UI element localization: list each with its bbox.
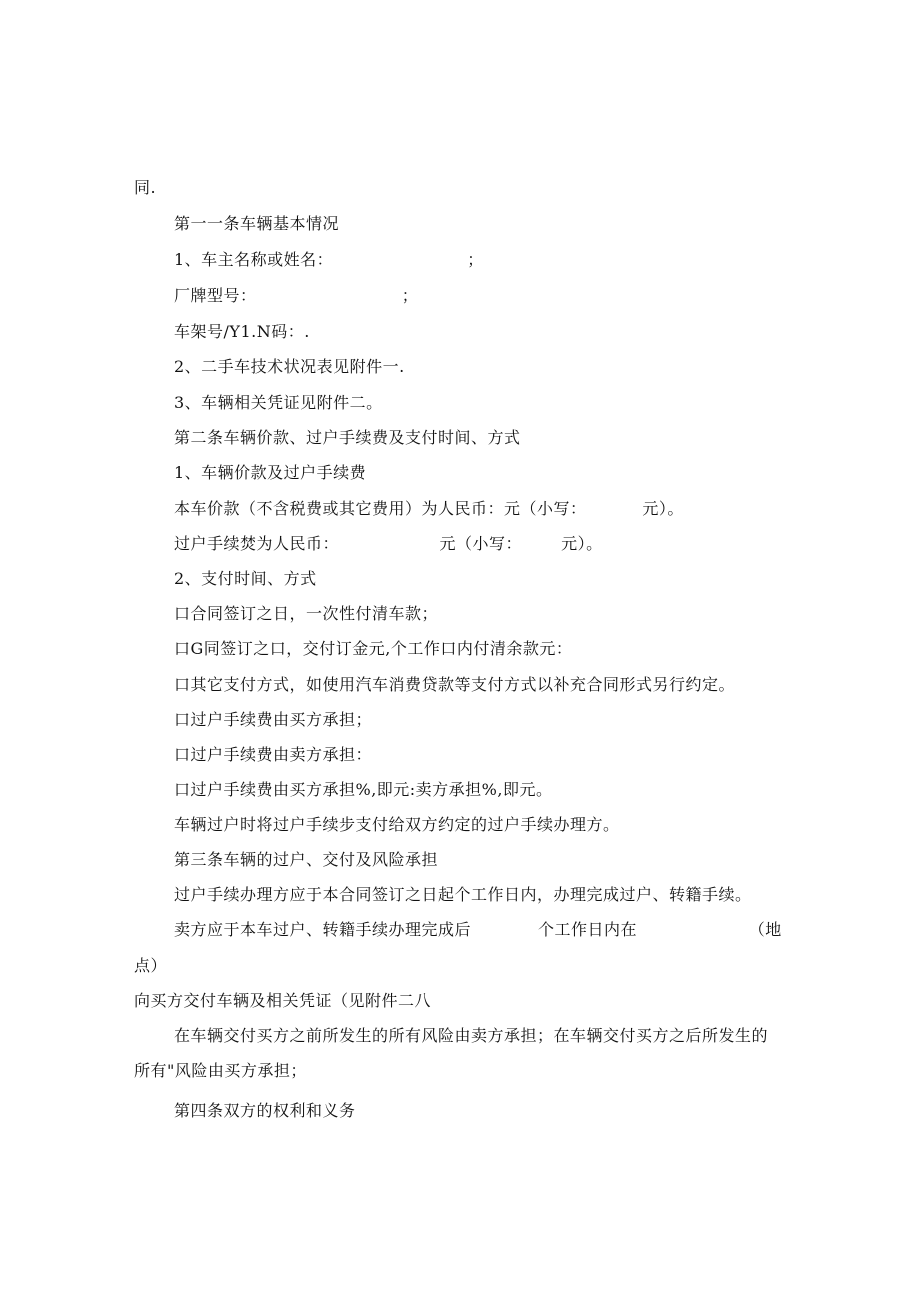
section-heading: 第一一条车辆基本情况 (174, 214, 340, 233)
section-heading: 第三条车辆的过户、交付及风险承担 (174, 850, 439, 869)
text-line: 1、车辆价款及过户手续费 (174, 463, 367, 482)
text-line: 厂牌型号： ； (174, 286, 419, 305)
text-line: 2、二手车技术状况表见附件一. (174, 357, 405, 376)
text-line: 口其它支付方式，如使用汽车消费贷款等支付方式以补充合同形式另行约定。 (174, 675, 736, 694)
section-heading: 第四条双方的权利和义务 (174, 1101, 356, 1120)
text-line: 口过户手续费由买方承担%,即元:卖方承担%,即元。 (174, 780, 553, 799)
text-line: 过户手续办理方应于本合同签订之日起个工作日内，办理完成过户、转籍手续。 (174, 885, 752, 904)
text-line: 在车辆交付买方之前所发生的所有风险由卖方承担；在车辆交付买方之后所发生的 (174, 1026, 769, 1045)
text-line: 过户手续焚为人民币： 元（小写： 元）。 (174, 534, 603, 553)
text-line: 口合同签订之日，一次性付清车款； (174, 604, 439, 623)
text-line: 口G同签订之口，交付订金元,个工作口内付清余款元： (174, 639, 573, 658)
text-line: 本车价款（不含税费或其它费用）为人民币：元（小写： 元）。 (174, 499, 684, 518)
text-line: 向买方交付车辆及相关凭证（见附件二八 (134, 991, 432, 1010)
text-line: 点） (134, 956, 168, 975)
text-line: 车辆过户时将过户手续步支付给双方约定的过户手续办理方。 (174, 815, 620, 834)
text-line: 2、支付时间、方式 (174, 569, 317, 588)
text-line: 所有"风险由买方承担； (134, 1061, 307, 1080)
text-line: 口过户手续费由买方承担； (174, 710, 373, 729)
text-line: 1、车主名称或姓名： ； (174, 250, 484, 269)
text-line: 车架号/Y1.N码：. (174, 322, 310, 341)
text-line: 同. (134, 178, 157, 197)
section-heading: 第二条车辆价款、过户手续费及支付时间、方式 (174, 428, 521, 447)
text-line: 卖方应于本车过户、转籍手续办理完成后 个工作日内在 （地 (174, 920, 782, 939)
text-line: 口过户手续费由卖方承担： (174, 745, 373, 764)
text-line: 3、车辆相关凭证见附件二。 (174, 393, 383, 412)
